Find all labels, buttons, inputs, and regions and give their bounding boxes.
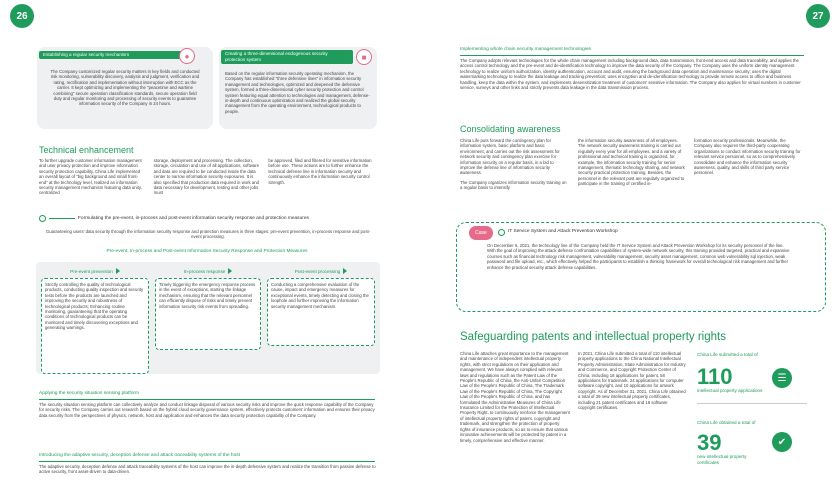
awareness-col-1b: The Company organizes information security training on a regular basis to intensify xyxy=(460,179,567,191)
shield-icon: ■ xyxy=(356,49,372,65)
tech-col-3: be approved, filed and filtered for sensitive information before use. These actions are to further enhance the technical defense line in information security and continuously enhance the information security control strength. xyxy=(268,158,372,185)
document-stack-icon: ☰ xyxy=(772,368,792,388)
tech-heading: Technical enhancement xyxy=(39,145,134,155)
awareness-heading: Consolidating awareness xyxy=(460,124,561,134)
flow-step-post xyxy=(267,266,375,346)
stat1-label: China Life submitted a total of xyxy=(697,352,758,357)
page-number-left: 26 xyxy=(10,4,34,28)
certificate-icon: ✔ xyxy=(772,432,792,452)
flow-title: Pre-event, In-process and Post-event Information Security Response and Protection Measures xyxy=(106,249,308,254)
patents-col-1: China Life attaches great importance to the management and maintenance of independent intellectual property rights, with strict regulations on their application and management. We have always complied with relevant laws and regulations such as the Patent Law of the People's Republic of China, the Anti-Unfair Competition Law of the People's Republic of China, The Trademark Law of the People's Republic of China, The Copyright Law of the People's Republic of China, and has formulated the Administrative Measures of China Life Insurance Limited for the Protection of Intellectual Property Right, to continuously reinforce the management of intellectual property rights of patent, copyright and trademark, and strengthen the protection of property rights of insurance products, so as to ensure that various innovative achievements will be protected by patent in a timely, comprehensive and effective manner. xyxy=(460,351,570,443)
formulating-title: Formulating the pre-event, in-process and post-event information security response and protection measures xyxy=(78,216,309,221)
flow-step-pre xyxy=(41,266,149,374)
flow-panel xyxy=(36,262,380,374)
flow-step-pre-body: Strictly controlling the quality of technological products, conducting quality inspection and security tests before the products are launched and improving the security and robustness of technological products; Enhancing routine monitoring, guaranteeing that the operating conditions of technological products can be monitored and timely discovering exceptions and generating warnings. xyxy=(41,278,149,374)
lock-icon: ● xyxy=(179,48,195,64)
flow-step-pre-label: Pre-event prevention xyxy=(70,268,113,274)
flow-step-post-label: Post-event processing xyxy=(294,268,341,274)
whole-chain-body: The Company adopts relevant technologies for the whole chain management including background data, data transmission, front-end access and data traceability, and applies the access control technology and the pre-event and de-identification technology to improve the data security of the Company. The Company uses the uniform identity management technology to realize uniform authorization, identity authentication, account and audit, ensuring the background data operation and maintenance security; uses the digital watermarking technology to realize the data leakage and tracking prevention; uses encryption and de-identification technology to provide remote access to office and business handling, keep the data within the system, and implements desensitization treatment of customers' sensitive information. The Company also applies for virtual numbers in customer service, surveys and other links and strictly prevents data leakage in the data transmission process. xyxy=(460,58,801,91)
awareness-col-2: the information security awareness of all employees. The network security awareness training is carried out regularly every year for all employees, and a variety of professional and technical training is organized, for example, the information security training for senior management, thematic technology sharing, and network security practical protection training. Besides, the personnel in the relevant post are regularly organized to participate in the training of certified in- xyxy=(578,138,685,187)
case-box xyxy=(456,222,826,312)
case-tag: Case xyxy=(469,226,493,240)
regular-security-title: Establishing a regular security mechanism xyxy=(39,51,189,59)
stat1-value: 110 xyxy=(697,364,733,389)
flow-step-in xyxy=(155,266,261,350)
awareness-col-1a: China Life puts forward the contingency plan for information system, basic platform and basic environment, and carries out the risk assessment for network security and contingency plan exercise for information security on a regular basis, in a bid to improve the defense line of information security awareness. xyxy=(460,138,560,176)
whole-chain-title: Implementing whole chain security management technologies xyxy=(460,47,591,52)
formulating-body: Guaranteeing users' data security through the information security response and protection measures in three stages: pre-event prevention, in-process response and post-event processing. xyxy=(45,229,371,240)
arrow-right-icon xyxy=(228,268,232,274)
awareness-col-3: formation security professionals. Meanwhile, the Company also requires the third-party cooperating organizations to conduct information security training for relevant service personnel, so as to comprehensively consolidate and enhance the information security awareness, quality, and skills of third party service personnel. xyxy=(694,138,801,176)
formulating-header xyxy=(39,215,375,222)
patents-col-2: In 2021, China Life submitted a total of 110 intellectual property applications to the China National Intellectual Property Administration, State Administration for Industry and Commerce, and Copyright Protection Center of China, including 18 applications for patent, 58 applications for trademark, 24 applications for computer software copyright, and 10 applications for artwork copyright. As of December 31, 2021, China Life obtained a total of 39 new intellectual property certificates, including 21 patent certificates and 18 software copyright certificates. xyxy=(578,351,686,411)
bullet-icon xyxy=(498,229,505,236)
deception-body: The adaptive security, deception defense and attack traceability systems of the host can improve the in-depth defensive system and realize the transition from passive defense to active security, front asset-driven to data-driven. xyxy=(39,464,376,475)
bullet-icon xyxy=(39,215,46,222)
flow-step-post-body: Conducting a comprehensive evaluation of the cause, impact and emergency measures for exceptional events, timely detecting and closing the loophole and further improving the information security management mechanism. xyxy=(267,278,375,346)
regular-security-box xyxy=(37,47,213,129)
stat2-value: 39 xyxy=(697,430,722,455)
stat2-label: China Life obtained a total of xyxy=(697,420,756,425)
arrow-right-icon xyxy=(116,268,120,274)
endogenous-security-box xyxy=(219,47,377,129)
sensing-title: Applying the security situation sensing platform xyxy=(39,391,139,396)
endogenous-security-title: Creating a three-dimensional endogenous security protection system xyxy=(221,50,353,64)
stat1-desc: intellectual property applications xyxy=(697,388,763,393)
patents-heading: Safeguarding patents and intellectual property rights xyxy=(460,331,726,343)
arrow-right-icon xyxy=(343,268,347,274)
flow-step-in-body: Timely triggering the emergency response process in the event of exceptions, starting the linkage mechanism, ensuring that the relevant personnel can efficiently dispose of risks and timely prevent information security risk events from spreading. xyxy=(155,278,261,350)
flow-step-in-label: In-process response xyxy=(183,268,226,274)
tech-col-1: To further upgrade customer information management and user privacy protection and improve information security protection capability, China Life implemented an overall layout of "big background and small front-end" at the technology level, realized an information security management mechanism featuring data unity, centralized xyxy=(39,158,142,196)
deception-title: Introducing the adaptive security, deception defense and attack traceability systems of the host xyxy=(39,453,240,458)
case-body: On December 6, 2021, the technology line of the Company held the IT Service System and Attack Prevention Workshop for its security personnel of the line. With the goal of improving the attack defense confrontation capabilities of system-wide network security, this training provided targeted, practical and expansive courses such as financial technology risk management, vulnerability management, security asset management, common web vulnerability sql injection, weak password and file upload, etc., which effectively helped the participants to establish a thinking framework for overall technological risk management and further enhance the practical security attack defense capabilities. xyxy=(487,243,790,270)
case-title: IT Service System and Attack Prevention Workshop xyxy=(508,229,618,234)
tech-columns xyxy=(39,158,375,196)
tech-col-2: storage, deployment and processing. The collection, storage, circulation and use of all applications, software and data are required to be conducted inside the data center to narrow information security exposures. It is also specified that production data required in work and data necessary for development, testing and other jobs must xyxy=(153,158,260,196)
sensing-body: The security situation sensing platform can collectively analyze and conduct linkage disposal of various security risks and improve the quick response capability of the Company for security risks. The Company carries out research based on the hybrid cloud security governance system, effectively protects customers' information and ensures their privacy data security from the perspectives of physics, network, host and application and enhances the data security protection capability of the Company. xyxy=(39,402,375,418)
awareness-col-1 xyxy=(460,138,570,191)
regular-security-body: The Company customized regular security matters in key fields and conducted risk monitoring, vulnerability discovery, analysis and judgment, verification and rating, rectification and implementation without interruption with ECC as the carrier. It kept optimizing and implementing the "peacetime and wartime combining" secure operation classification standards, secure operation field duty and regular monitoring and processing of security events to guarantee information security of the Company in 24 hours. xyxy=(50,69,200,107)
page-number-right: 27 xyxy=(806,4,830,28)
stat2-desc: new intellectual property certificates xyxy=(697,454,747,465)
endogenous-security-body: Based on the regular information security operating mechanism, the Company has established "three defensive lines" in information security management and technologies, optimized and deepened the defensive system, formed a three-dimensional cyber security protection and control system featuring equal attention to technologies and management, defense-in-depth and continuous optimization and realized the global security management from the operating environment, technological products to people. xyxy=(225,71,370,114)
